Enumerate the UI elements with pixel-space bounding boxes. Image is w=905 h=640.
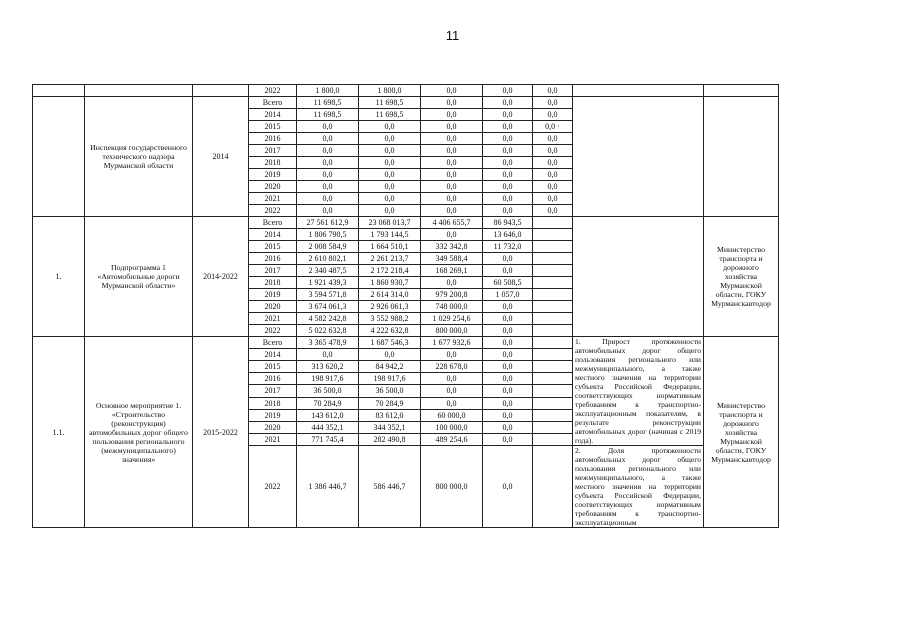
value-cell: 0,0 — [483, 325, 533, 337]
value-cell: 0,0 — [421, 97, 483, 109]
empty-cell — [533, 337, 573, 349]
year-cell: 2019 — [249, 289, 297, 301]
year-cell: 2017 — [249, 265, 297, 277]
value-cell: 4 406 655,7 — [421, 217, 483, 229]
value-cell: 2 610 802,1 — [297, 253, 359, 265]
desc-cell — [573, 217, 704, 337]
table-row — [33, 85, 779, 97]
value-cell: 70 284,9 — [297, 397, 359, 409]
year-cell: 2018 — [249, 397, 297, 409]
value-cell: 748 000,0 — [421, 301, 483, 313]
value-cell: 1 677 932,6 — [421, 337, 483, 349]
value-cell: 1 800,0 — [297, 85, 359, 97]
value-cell: 0,0 — [533, 145, 573, 157]
value-cell: 143 612,0 — [297, 409, 359, 421]
value-cell: 0,0 · — [533, 121, 573, 133]
empty-cell — [533, 313, 573, 325]
period-cell: 2014-2022 — [193, 217, 249, 337]
year-cell: 2015 — [249, 241, 297, 253]
value-cell: 0,0 — [297, 121, 359, 133]
value-cell: 0,0 — [359, 121, 421, 133]
value-cell: 0,0 — [421, 157, 483, 169]
num-cell — [33, 97, 85, 217]
value-cell: 0,0 — [297, 169, 359, 181]
value-cell: 0,0 — [297, 193, 359, 205]
year-cell: 2022 — [249, 325, 297, 337]
empty-cell — [533, 433, 573, 445]
value-cell: 0,0 — [483, 421, 533, 433]
value-cell: 0,0 — [359, 349, 421, 361]
value-cell: 198 917,6 — [359, 373, 421, 385]
empty-cell — [533, 229, 573, 241]
value-cell: 3 674 061,3 — [297, 301, 359, 313]
value-cell: 0,0 — [533, 181, 573, 193]
desc-cell — [573, 85, 704, 97]
year-cell: Всего — [249, 217, 297, 229]
value-cell: 0,0 — [533, 97, 573, 109]
value-cell: 0,0 — [483, 109, 533, 121]
value-cell: 0,0 — [359, 145, 421, 157]
value-cell: 1 860 930,7 — [359, 277, 421, 289]
value-cell: 0,0 — [421, 169, 483, 181]
value-cell: 2 926 061,3 — [359, 301, 421, 313]
value-cell: 2 614 314,0 — [359, 289, 421, 301]
year-cell: 2022 — [249, 205, 297, 217]
value-cell: 0,0 — [533, 133, 573, 145]
empty-cell — [533, 349, 573, 361]
year-cell: 2016 — [249, 133, 297, 145]
value-cell: 0,0 — [359, 157, 421, 169]
indicator-description: 2. Доля протяженности автомобильных дорог общего пользования регионального или межмуниципального, а также местного значения на территории субъекта Российской Федерации, соответствующих нормативным требованиям к транспортно-эксплуатационным — [573, 446, 704, 528]
value-cell: 1 921 439,3 — [297, 277, 359, 289]
empty-cell — [533, 385, 573, 397]
year-cell: 2022 — [249, 446, 297, 528]
year-cell: 2021 — [249, 193, 297, 205]
period-cell: 2015-2022 — [193, 337, 249, 528]
num-cell: 1.1. — [33, 337, 85, 528]
year-cell: 2015 — [249, 361, 297, 373]
value-cell: 0,0 — [421, 277, 483, 289]
value-cell: 1 687 546,3 — [359, 337, 421, 349]
value-cell: 0,0 — [533, 205, 573, 217]
value-cell: 11 698,5 — [359, 97, 421, 109]
value-cell: 0,0 — [421, 121, 483, 133]
value-cell: 0,0 — [483, 446, 533, 528]
value-cell: 0,0 — [421, 205, 483, 217]
value-cell: 86 943,5 — [483, 217, 533, 229]
year-cell: 2014 — [249, 109, 297, 121]
value-cell: 489 254,6 — [421, 433, 483, 445]
value-cell: 0,0 — [483, 85, 533, 97]
empty-cell — [533, 217, 573, 229]
value-cell: 168 269,1 — [421, 265, 483, 277]
value-cell: 0,0 — [483, 265, 533, 277]
value-cell: 1 800,0 — [359, 85, 421, 97]
value-cell: 0,0 — [483, 145, 533, 157]
value-cell: 349 588,4 — [421, 253, 483, 265]
value-cell: 2 261 213,7 — [359, 253, 421, 265]
value-cell: 4 582 242,8 — [297, 313, 359, 325]
empty-cell — [533, 397, 573, 409]
name-cell: Основное мероприятие 1. «Строительство (реконструкция) автомобильных дорог общего пользования регионального (межмуниципального) значения» — [85, 337, 193, 528]
value-cell: 586 446,7 — [359, 446, 421, 528]
value-cell: 198 917,6 — [297, 373, 359, 385]
year-cell: 2018 — [249, 277, 297, 289]
value-cell: 60 508,5 — [483, 277, 533, 289]
value-cell: 0,0 — [359, 205, 421, 217]
value-cell: 0,0 — [483, 337, 533, 349]
value-cell: 0,0 — [483, 121, 533, 133]
value-cell: 800 000,0 — [421, 325, 483, 337]
value-cell: 0,0 — [533, 193, 573, 205]
value-cell: 771 745,4 — [297, 433, 359, 445]
value-cell: 0,0 — [359, 133, 421, 145]
year-cell: 2022 — [249, 85, 297, 97]
empty-cell — [533, 265, 573, 277]
value-cell: 0,0 — [533, 157, 573, 169]
value-cell: 344 352,1 — [359, 421, 421, 433]
value-cell: 979 200,8 — [421, 289, 483, 301]
value-cell: 0,0 — [483, 349, 533, 361]
year-cell: 2017 — [249, 385, 297, 397]
year-cell: 2020 — [249, 301, 297, 313]
value-cell: 0,0 — [421, 397, 483, 409]
year-cell: 2016 — [249, 253, 297, 265]
table-row — [33, 97, 779, 109]
value-cell: 1 029 254,6 — [421, 313, 483, 325]
value-cell: 0,0 — [297, 349, 359, 361]
empty-cell — [533, 277, 573, 289]
value-cell: 0,0 — [533, 169, 573, 181]
value-cell: 2 008 584,9 — [297, 241, 359, 253]
value-cell: 0,0 — [421, 85, 483, 97]
value-cell: 0,0 — [483, 433, 533, 445]
period-cell: 2014 — [193, 97, 249, 217]
value-cell: 0,0 — [483, 133, 533, 145]
value-cell: 228 678,0 — [421, 361, 483, 373]
value-cell: 0,0 — [359, 193, 421, 205]
value-cell: 0,0 — [533, 85, 573, 97]
value-cell: 0,0 — [421, 229, 483, 241]
value-cell: 11 698,5 — [297, 109, 359, 121]
value-cell: 27 561 612,9 — [297, 217, 359, 229]
value-cell: 282 490,8 — [359, 433, 421, 445]
value-cell: 4 222 632,8 — [359, 325, 421, 337]
value-cell: 11 698,5 — [359, 109, 421, 121]
value-cell: 0,0 — [483, 181, 533, 193]
value-cell: 11 698,5 — [297, 97, 359, 109]
value-cell: 0,0 — [533, 109, 573, 121]
value-cell: 0,0 — [483, 193, 533, 205]
value-cell: 3 552 988,2 — [359, 313, 421, 325]
executor-cell — [704, 97, 779, 217]
value-cell: 444 352,1 — [297, 421, 359, 433]
name-cell: Подпрограмма 1 «Автомобильные дороги Мурманской области» — [85, 217, 193, 337]
value-cell: 36 500,0 — [359, 385, 421, 397]
value-cell: 0,0 — [483, 385, 533, 397]
value-cell: 0,0 — [359, 181, 421, 193]
name-cell: Инспекция государственного технического надзора Мурманской области — [85, 97, 193, 217]
value-cell: 1 793 144,5 — [359, 229, 421, 241]
value-cell: 1 806 790,5 — [297, 229, 359, 241]
year-cell: 2014 — [249, 229, 297, 241]
empty-cell — [533, 241, 573, 253]
value-cell: 0,0 — [483, 97, 533, 109]
value-cell: 0,0 — [483, 361, 533, 373]
empty-cell — [533, 409, 573, 421]
value-cell: 36 500,0 — [297, 385, 359, 397]
year-cell: 2017 — [249, 145, 297, 157]
value-cell: 0,0 — [297, 145, 359, 157]
value-cell: 84 942,2 — [359, 361, 421, 373]
empty-cell — [533, 361, 573, 373]
value-cell: 800 000,0 — [421, 446, 483, 528]
value-cell: 100 000,0 — [421, 421, 483, 433]
empty-cell — [533, 446, 573, 528]
year-cell: 2015 — [249, 121, 297, 133]
value-cell: 313 620,2 — [297, 361, 359, 373]
value-cell: 2 172 218,4 — [359, 265, 421, 277]
value-cell: 3 365 478,9 — [297, 337, 359, 349]
period-cell — [193, 85, 249, 97]
year-cell: 2018 — [249, 157, 297, 169]
name-cell — [85, 85, 193, 97]
year-cell: 2021 — [249, 433, 297, 445]
year-cell: Всего — [249, 337, 297, 349]
value-cell: 0,0 — [421, 181, 483, 193]
value-cell: 3 594 571,8 — [297, 289, 359, 301]
value-cell: 23 068 013,7 — [359, 217, 421, 229]
indicator-description: 1. Прирост протяженности автомобильных дорог общего пользования регионального или межмуниципального, а также местного значения на территории субъекта Российской Федерации, соответствующих нормативным требованиям к транспортно-эксплуатационным показателям, в результате реконструкции автомобильных дорог (начиная с 2019 года). — [573, 337, 704, 446]
value-cell: 70 284,9 — [359, 397, 421, 409]
value-cell: 60 000,0 — [421, 409, 483, 421]
executor-cell: Министерство транспорта и дорожного хозяйства Мурманской области, ГОКУ Мурманскавтодор — [704, 217, 779, 337]
value-cell: 13 646,0 — [483, 229, 533, 241]
empty-cell — [533, 253, 573, 265]
value-cell: 0,0 — [421, 385, 483, 397]
executor-cell: Министерство транспорта и дорожного хозяйства Мурманской области, ГОКУ Мурманскавтодор — [704, 337, 779, 528]
budget-table — [32, 84, 779, 528]
value-cell: 0,0 — [483, 205, 533, 217]
num-cell: 1. — [33, 217, 85, 337]
empty-cell — [533, 421, 573, 433]
year-cell: 2020 — [249, 421, 297, 433]
year-cell: 2021 — [249, 313, 297, 325]
desc-cell — [573, 97, 704, 217]
value-cell: 0,0 — [297, 157, 359, 169]
value-cell: 0,0 — [483, 409, 533, 421]
value-cell: 0,0 — [421, 349, 483, 361]
year-cell: 2016 — [249, 373, 297, 385]
empty-cell — [533, 289, 573, 301]
empty-cell — [533, 325, 573, 337]
value-cell: 0,0 — [483, 301, 533, 313]
value-cell: 1 386 446,7 — [297, 446, 359, 528]
year-cell: 2019 — [249, 409, 297, 421]
executor-cell — [704, 85, 779, 97]
value-cell: 11 732,0 — [483, 241, 533, 253]
value-cell: 0,0 — [421, 109, 483, 121]
value-cell: 0,0 — [297, 205, 359, 217]
value-cell: 0,0 — [483, 313, 533, 325]
value-cell: 0,0 — [359, 169, 421, 181]
year-cell: Всего — [249, 97, 297, 109]
page-number: 11 — [445, 28, 460, 43]
value-cell: 2 340 487,5 — [297, 265, 359, 277]
year-cell: 2020 — [249, 181, 297, 193]
table-row — [33, 337, 779, 349]
value-cell: 0,0 — [297, 181, 359, 193]
value-cell: 5 022 632,8 — [297, 325, 359, 337]
value-cell: 0,0 — [421, 133, 483, 145]
value-cell: 0,0 — [483, 397, 533, 409]
value-cell: 0,0 — [483, 373, 533, 385]
value-cell: 83 612,0 — [359, 409, 421, 421]
value-cell: 0,0 — [421, 193, 483, 205]
num-cell — [33, 85, 85, 97]
year-cell: 2014 — [249, 349, 297, 361]
value-cell: 0,0 — [483, 253, 533, 265]
value-cell: 0,0 — [483, 157, 533, 169]
value-cell: 1 057,0 — [483, 289, 533, 301]
table-row — [33, 217, 779, 229]
value-cell: 0,0 — [483, 169, 533, 181]
empty-cell — [533, 301, 573, 313]
value-cell: 332 342,8 — [421, 241, 483, 253]
value-cell: 0,0 — [421, 145, 483, 157]
year-cell: 2019 — [249, 169, 297, 181]
value-cell: 1 664 510,1 — [359, 241, 421, 253]
value-cell: 0,0 — [421, 373, 483, 385]
value-cell: 0,0 — [297, 133, 359, 145]
empty-cell — [533, 373, 573, 385]
